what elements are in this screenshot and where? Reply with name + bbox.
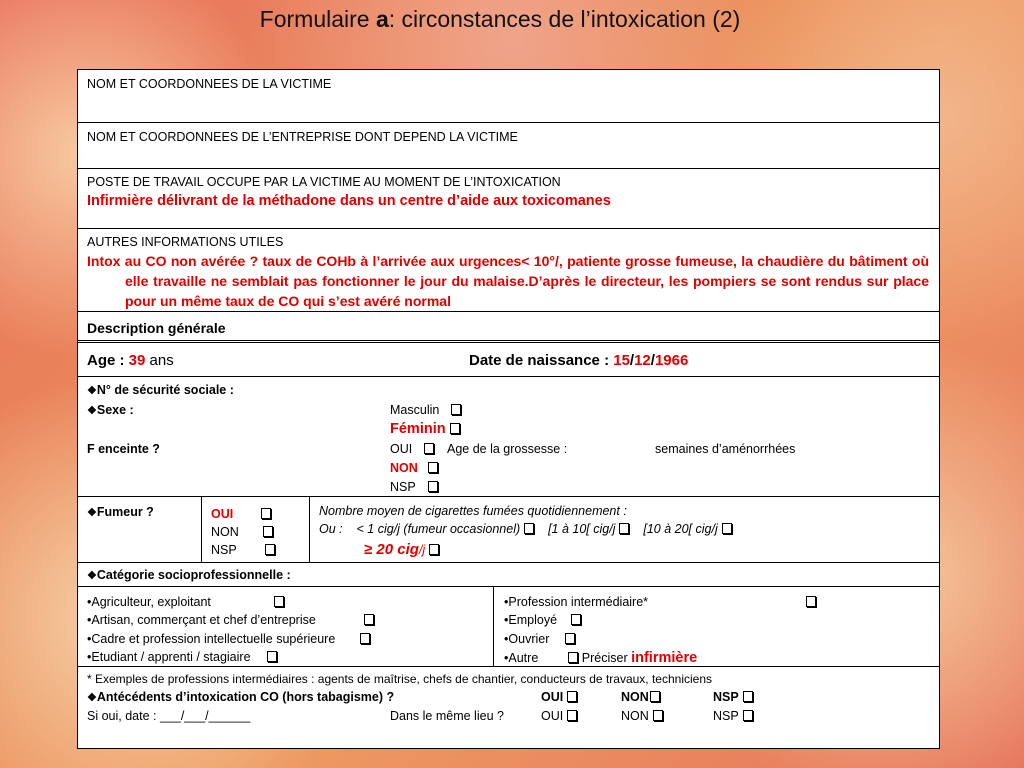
csp-header bbox=[78, 563, 939, 587]
csp-checkbox[interactable] bbox=[274, 596, 284, 607]
same-place-yes-checkbox[interactable] bbox=[567, 710, 577, 721]
company-label: NOM ET COORDONNEES DE L’ENTREPRISE DONT DEPEND LA VICTIME bbox=[87, 130, 518, 144]
pregnancy-age-label: Age de la grossesse : bbox=[447, 442, 568, 456]
same-place-no-checkbox[interactable] bbox=[653, 710, 663, 721]
pregnant-no-option[interactable]: NON bbox=[390, 461, 438, 475]
csp-right-item[interactable]: •Employé bbox=[504, 613, 581, 627]
smoker-yes-option[interactable]: OUI bbox=[211, 507, 271, 521]
cig-opt1-checkbox[interactable] bbox=[524, 523, 534, 534]
secu-label: ❖N° de sécurité sociale : bbox=[87, 383, 234, 397]
weeks-label: semaines d’aménorrhées bbox=[655, 442, 796, 456]
pregnant-no-checkbox[interactable] bbox=[428, 462, 438, 473]
cig-opt4-checkbox[interactable] bbox=[429, 544, 439, 555]
pregnant-nsp-checkbox[interactable] bbox=[428, 481, 438, 492]
same-place-yes[interactable]: OUI bbox=[541, 709, 577, 723]
other-info-label: AUTRES INFORMATIONS UTILES bbox=[87, 235, 284, 249]
description-section bbox=[78, 312, 939, 343]
smoker-section bbox=[78, 497, 939, 563]
post-label: POSTE DE TRAVAIL OCCUPE PAR LA VICTIME AU MOMENT DE L’INTOXICATION bbox=[87, 175, 561, 189]
csp-left-item[interactable]: •Agriculteur, exploitant bbox=[87, 595, 284, 609]
cig-opt2-checkbox[interactable] bbox=[619, 523, 629, 534]
other-info-section[interactable] bbox=[78, 229, 939, 312]
same-place-nsp-checkbox[interactable] bbox=[743, 710, 753, 721]
csp-left-item[interactable]: •Etudiant / apprenti / stagiaire bbox=[87, 650, 277, 664]
age-field: Age : 39 ans bbox=[87, 352, 174, 369]
post-value: Infirmière délivrant de la méthadone dans un centre d’aide aux toxicomanes bbox=[87, 193, 611, 209]
cigarettes-question: Nombre moyen de cigarettes fumées quotidiennement : bbox=[319, 504, 627, 518]
csp-checkbox[interactable] bbox=[571, 614, 581, 625]
csp-label: ❖Catégorie socioprofessionnelle : bbox=[87, 568, 291, 582]
sex-label: ❖Sexe : bbox=[87, 403, 134, 417]
date-field[interactable]: Si oui, date : ___/___/______ bbox=[87, 709, 251, 723]
pregnant-yes-option[interactable]: OUI bbox=[390, 442, 434, 456]
smoker-no-checkbox[interactable] bbox=[263, 526, 273, 537]
csp-checkbox[interactable] bbox=[364, 614, 374, 625]
footnote: * Exemples de professions intermédiaires : agents de maîtrise, chefs de chantier, conducteurs de travaux, techniciens bbox=[87, 672, 712, 686]
pregnant-yes-checkbox[interactable] bbox=[424, 443, 434, 454]
sex-male-option[interactable]: Masculin bbox=[390, 403, 461, 417]
antecedents-nsp[interactable]: NSP bbox=[713, 690, 753, 704]
footer-section bbox=[78, 667, 939, 750]
csp-right-item-other[interactable]: •Autre Préciser infirmière bbox=[504, 650, 698, 666]
pregnant-label: F enceinte ? bbox=[87, 442, 160, 456]
birth-date-field: Date de naissance : 15/12/1966 bbox=[469, 352, 689, 369]
victim-label: NOM ET COORDONNEES DE LA VICTIME bbox=[87, 77, 332, 91]
csp-checkbox[interactable] bbox=[360, 633, 370, 644]
csp-checkbox[interactable] bbox=[565, 633, 575, 644]
description-label: Description générale bbox=[87, 320, 226, 336]
same-place-label: Dans le même lieu ? bbox=[390, 709, 504, 723]
smoker-yes-checkbox[interactable] bbox=[261, 508, 271, 519]
csp-checkbox[interactable] bbox=[806, 596, 816, 607]
csp-options bbox=[78, 587, 939, 667]
post-section[interactable] bbox=[78, 169, 939, 229]
smoker-nsp-option[interactable]: NSP bbox=[211, 543, 275, 557]
cig-opt3-checkbox[interactable] bbox=[722, 523, 732, 534]
pregnant-nsp-option[interactable]: NSP bbox=[390, 480, 438, 494]
cig-opt4-option[interactable]: ≥ 20 cig/j bbox=[364, 541, 439, 558]
antecedents-nsp-checkbox[interactable] bbox=[743, 691, 753, 702]
age-section[interactable] bbox=[78, 345, 939, 377]
csp-right-item[interactable]: •Profession intermédiaire* bbox=[504, 595, 816, 609]
smoker-nsp-checkbox[interactable] bbox=[265, 544, 275, 555]
divider bbox=[201, 497, 202, 563]
antecedents-yes-checkbox[interactable] bbox=[567, 691, 577, 702]
csp-left-item[interactable]: •Artisan, commerçant et chef d’entreprise bbox=[87, 613, 374, 627]
identity-section bbox=[78, 377, 939, 497]
page-title: Formulaire a: circonstances de l’intoxication (2) bbox=[259, 6, 741, 32]
other-info-value: Intox au CO non avérée ? taux de COHb à l’arrivée aux urgences< 10°/, patiente grosse fumeuse, la chaudière du bâtiment où elle travaille ne semblait pas fonctionner le jour du malaise.D’après le directeur, les pompiers se sont rendus sur place pour un même taux de CO qui s’est avéré normal bbox=[87, 253, 929, 309]
sex-female-option[interactable]: Féminin bbox=[390, 421, 460, 437]
same-place-no[interactable]: NON bbox=[621, 709, 663, 723]
same-place-nsp[interactable]: NSP bbox=[713, 709, 753, 723]
antecedents-no[interactable]: NON bbox=[621, 690, 660, 704]
female-checkbox[interactable] bbox=[450, 423, 460, 434]
antecedents-yes[interactable]: OUI bbox=[541, 690, 577, 704]
cigarettes-options: Ou : < 1 cig/j (fumeur occasionnel) [1 à 10[ cig/j [10 à 20[ cig/j bbox=[319, 522, 732, 536]
csp-checkbox[interactable] bbox=[267, 651, 277, 662]
antecedents-no-checkbox[interactable] bbox=[650, 691, 660, 702]
smoker-no-option[interactable]: NON bbox=[211, 525, 273, 539]
csp-left-item[interactable]: •Cadre et profession intellectuelle supérieure bbox=[87, 632, 370, 646]
antecedents-label: ❖Antécédents d’intoxication CO (hors tabagisme) ? bbox=[87, 690, 395, 704]
csp-checkbox[interactable] bbox=[568, 652, 578, 663]
divider bbox=[309, 497, 310, 563]
csp-right-item[interactable]: •Ouvrier bbox=[504, 632, 575, 646]
company-section[interactable] bbox=[78, 123, 939, 169]
smoker-label: ❖Fumeur ? bbox=[87, 505, 154, 519]
form-sheet bbox=[77, 69, 940, 749]
male-checkbox[interactable] bbox=[451, 404, 461, 415]
divider bbox=[493, 587, 494, 667]
victim-section[interactable] bbox=[78, 70, 939, 123]
